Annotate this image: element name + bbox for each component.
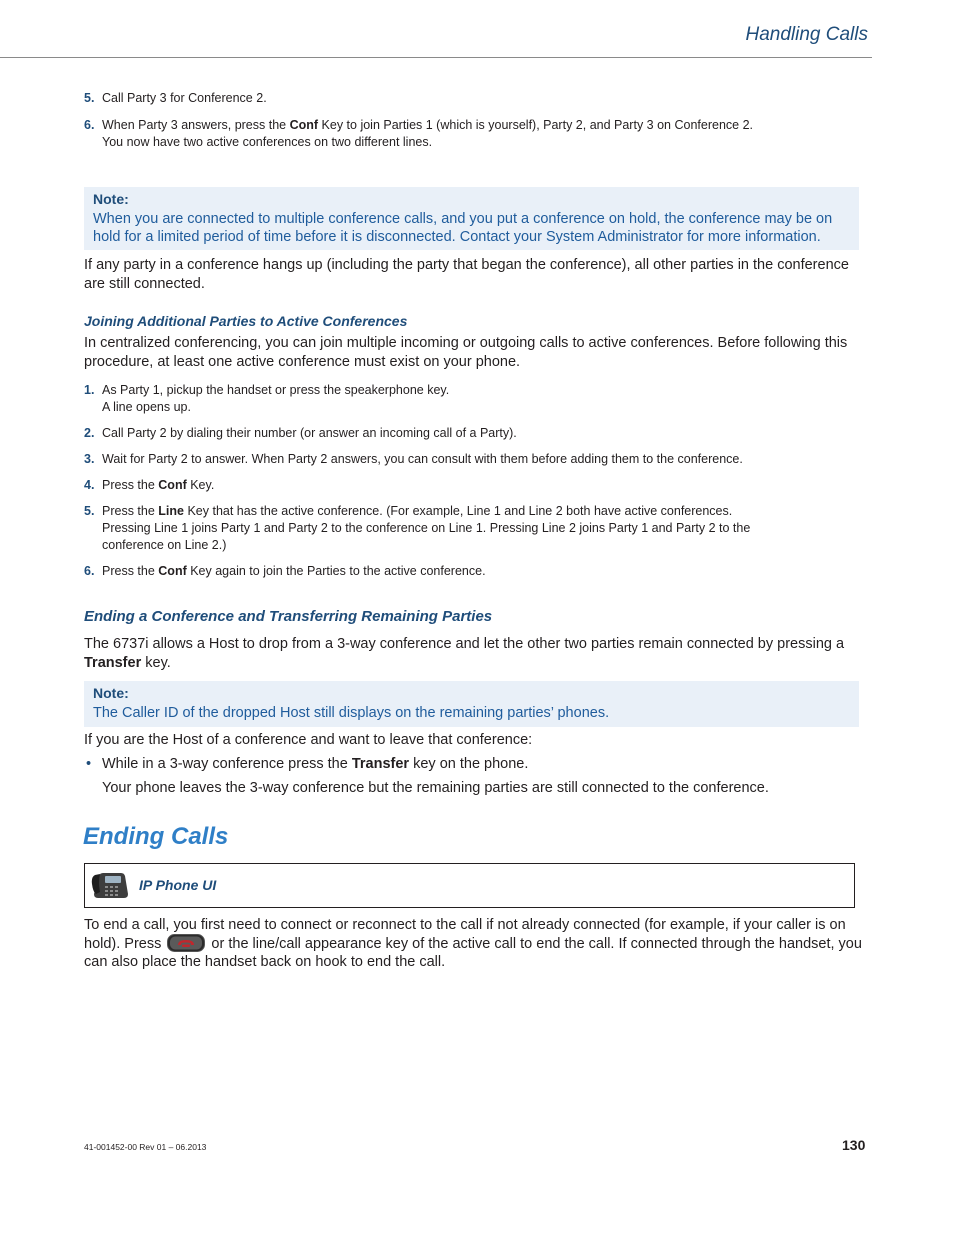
bullet-result: Your phone leaves the 3-way conference but the remaining parties are still connected to the conference.: [102, 779, 769, 796]
bullet-text: key on the phone.: [409, 756, 529, 772]
step-number: 6.: [84, 564, 95, 578]
step-number: 5.: [84, 504, 95, 518]
key-name: Conf: [289, 118, 319, 132]
ip-phone-ui-box: [84, 863, 855, 908]
step-text: Key to join Parties 1 (which is yourself), Party 2, and Party 3 on Conference 2.: [318, 118, 753, 132]
paragraph: If any party in a conference hangs up (including the party that began the conference), all other parties in the conference are still connected.: [84, 257, 849, 292]
note-label: Note:: [93, 685, 129, 701]
list-item: [84, 117, 874, 151]
note-box: [84, 187, 859, 250]
step-text: Key that has the active conference. (For example, Line 1 and Line 2 both have active conferences.: [183, 504, 733, 518]
key-name: Line: [158, 504, 184, 518]
paragraph-text: The 6737i allows a Host to drop from a 3-way conference and let the other two parties remain connected by pressing a: [84, 636, 845, 652]
section-heading: Ending a Conference and Transferring Remaining Parties: [84, 608, 493, 625]
note-text: When you are connected to multiple conference calls, and you put a conference on hold, the conference may be on hold for a limited period of time before it is disconnected. Contact your System Administrator for more information.: [93, 211, 833, 245]
step-text: Call Party 2 by dialing their number (or answer an incoming call of a Party).: [102, 426, 517, 440]
paragraph-text: key.: [141, 654, 171, 671]
ui-box-label: IP Phone UI: [139, 877, 217, 893]
step-result: Pressing Line 1 joins Party 1 and Party 2 to the conference on Line 1. Pressing Line 2 joins Party 1 and Party 2 to the conference on Line 2.): [102, 521, 751, 552]
page-section-title: Ending Calls: [83, 823, 229, 850]
step-number: 2.: [84, 426, 95, 440]
key-name: Transfer: [351, 756, 410, 772]
list-item: [84, 425, 874, 442]
step-text: Key again to join the Parties to the active conference.: [186, 564, 486, 578]
list-item: [84, 90, 874, 107]
list-item: [84, 451, 874, 468]
step-number: 5.: [84, 91, 95, 105]
desk-phone-icon: [91, 872, 129, 905]
goodbye-key-icon: [167, 934, 205, 952]
header-rule: [0, 57, 872, 58]
step-result: You now have two active conferences on two different lines.: [102, 135, 433, 149]
note-text: The Caller ID of the dropped Host still displays on the remaining parties’ phones.: [93, 705, 610, 721]
steps-conference-2: [84, 90, 874, 151]
step-number: 4.: [84, 478, 95, 492]
section-heading: Joining Additional Parties to Active Conferences: [84, 313, 408, 329]
step-text: Key.: [186, 478, 215, 492]
step-number: 3.: [84, 452, 95, 466]
paragraph-text: or the line/call appearance key of the active call to end the call. If connected through the handset, you can also place the handset back on hook to end the call.: [84, 935, 862, 970]
list-item: [84, 382, 874, 416]
footer-doc-id: 41-001452-00 Rev 01 – 06.2013: [84, 1142, 207, 1152]
key-name: Conf: [158, 564, 187, 578]
step-text: Call Party 3 for Conference 2.: [102, 91, 267, 105]
step-text: Press the: [102, 504, 159, 518]
note-box: [84, 681, 859, 727]
key-name: Conf: [158, 478, 187, 492]
bullet-symbol: •: [86, 756, 92, 772]
list-item: [84, 563, 874, 580]
step-result: A line opens up.: [102, 400, 191, 414]
paragraph: [84, 916, 864, 972]
steps-joining-parties: [84, 382, 874, 580]
step-text: Press the: [102, 564, 159, 578]
step-text: As Party 1, pickup the handset or press the speakerphone key.: [102, 383, 450, 397]
step-text: When Party 3 answers, press the: [102, 118, 290, 132]
step-text: Wait for Party 2 to answer. When Party 2 answers, you can consult with them before adding them to the conference.: [102, 452, 743, 466]
list-item: [84, 477, 874, 494]
step-number: 1.: [84, 383, 95, 397]
paragraph: [84, 635, 864, 672]
bullet-item: [84, 755, 864, 797]
note-label: Note:: [93, 191, 129, 207]
key-name: Transfer: [84, 654, 142, 671]
paragraph: In centralized conferencing, you can join multiple incoming or outgoing calls to active conferences. Before following this procedure, at least one active conference must exist on your phone.: [84, 335, 848, 370]
step-text: Press the: [102, 478, 159, 492]
paragraph: If you are the Host of a conference and want to leave that conference:: [84, 732, 533, 748]
list-item: [84, 503, 874, 554]
step-number: 6.: [84, 118, 95, 132]
paragraph-text: To end a call, you first need to connect or reconnect to the call if not already connected (for example, if your caller is on hold). Press: [84, 917, 846, 952]
page-number: 130: [842, 1137, 866, 1153]
bullet-text: While in a 3-way conference press the: [102, 756, 352, 772]
header-title: Handling Calls: [745, 24, 868, 45]
